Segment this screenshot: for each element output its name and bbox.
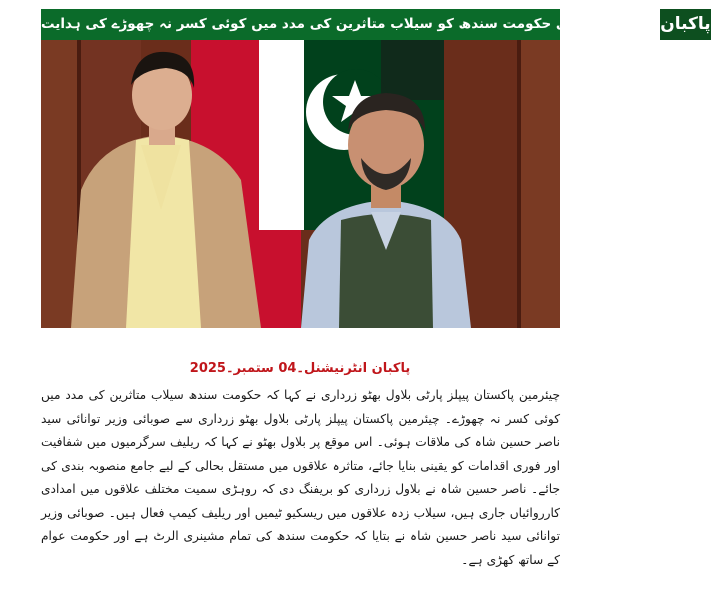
- dateline: پاکبان انٹرنیشنل۔04 ستمبر۔2025: [189, 361, 411, 376]
- news-photo: [41, 40, 560, 328]
- article-body: چیئرمین پاکستان پیپلز پارٹی بلاول بھٹو زرداری نے کہا کہ حکومت سندھ سیلاب متاثرین کی مدد میں کوئی کسر نہ چھوڑے۔ چیئرمین پاکستان پیپلز پارٹی بلاول بھٹو زرداری سے صوبائی وزیر توانائی سید ناصر حسین شاہ کی ملاقات ہوئی۔ اس موقع پر بلاول بھٹو نے کہا کہ ریلیف سرگرمیوں میں شفافیت اور فوری اقدامات کو یقینی بنایا جائے، متاثرہ علاقوں میں مستقل بحالی کے لیے جامع منصوبہ بندی کی جائے۔ ناصر حسین شاہ نے بلاول زرداری کو بریفنگ دی کہ روہڑی سمیت مختلف علاقوں میں امدادی کارروائیاں جاری ہیں، سیلاب زدہ علاقوں میں ریسکیو ٹیمیں اور ریلیف کیمپ فعال ہیں۔ صوبائی وزیر توانائی سید ناصر حسین شاہ نے بتایا کہ حکومت سندھ کی تمام مشینری الرٹ ہے اور حکومت عوام کے ساتھ کھڑی ہے۔: [41, 388, 560, 567]
- headline-bar: [41, 9, 711, 40]
- brand-logo: پاکبان: [658, 9, 711, 40]
- headline-text: بلاول بھٹو کی حکومت سندھ کو سیلاب متاثرین کی مدد میں کوئی کسر نہ چھوڑے کی ہدایت: [41, 16, 651, 32]
